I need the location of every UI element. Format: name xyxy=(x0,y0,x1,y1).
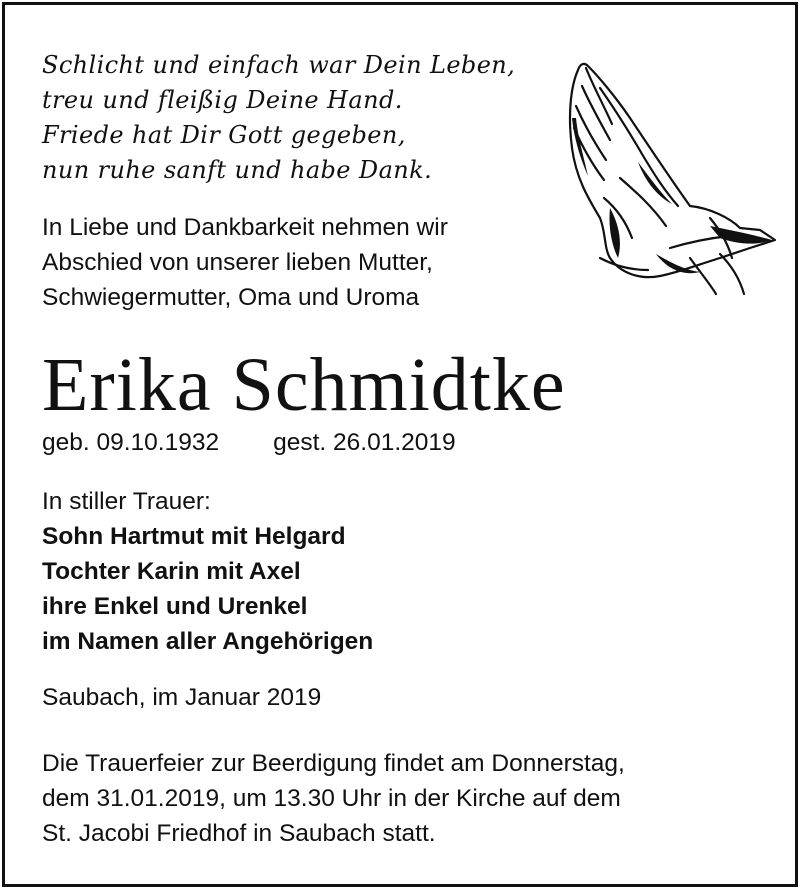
poem-line: treu und fleißig Deine Hand. xyxy=(42,86,403,114)
funeral-line: Die Trauerfeier zur Beerdigung findet am Donnerstag, xyxy=(42,750,625,777)
funeral-line: St. Jacobi Friedhof in Saubach statt. xyxy=(42,820,436,847)
poem-line: Schlicht und einfach war Dein Leben, xyxy=(42,51,516,79)
deceased-name: Erika Schmidtke xyxy=(42,343,566,427)
funeral-info xyxy=(42,746,625,851)
mourners-block xyxy=(42,484,373,659)
life-dates xyxy=(42,425,456,460)
poem-line: Friede hat Dir Gott gegeben, xyxy=(42,121,406,149)
praying-hands-icon xyxy=(560,58,780,298)
mourner-line: im Namen aller Angehörigen xyxy=(42,628,374,655)
poem-line: nun ruhe sanft und habe Dank. xyxy=(42,156,433,184)
mourner-line: ihre Enkel und Urenkel xyxy=(42,593,308,620)
place-date: Saubach, im Januar 2019 xyxy=(42,684,322,711)
mourner-line: Sohn Hartmut mit Helgard xyxy=(42,523,346,550)
mourners-intro: In stiller Trauer: xyxy=(42,488,211,515)
mourner-line: Tochter Karin mit Axel xyxy=(42,558,301,585)
intro-line: In Liebe und Dankbarkeit nehmen wir xyxy=(42,214,448,241)
intro-line: Abschied von unserer lieben Mutter, xyxy=(42,249,433,276)
birth-date: geb. 09.10.1932 xyxy=(42,429,220,456)
intro-text xyxy=(42,210,448,315)
poem xyxy=(42,48,515,188)
intro-line: Schwiegermutter, Oma und Uroma xyxy=(42,284,420,311)
funeral-line: dem 31.01.2019, um 13.30 Uhr in der Kirche auf dem xyxy=(42,785,621,812)
death-date: gest. 26.01.2019 xyxy=(273,429,456,456)
